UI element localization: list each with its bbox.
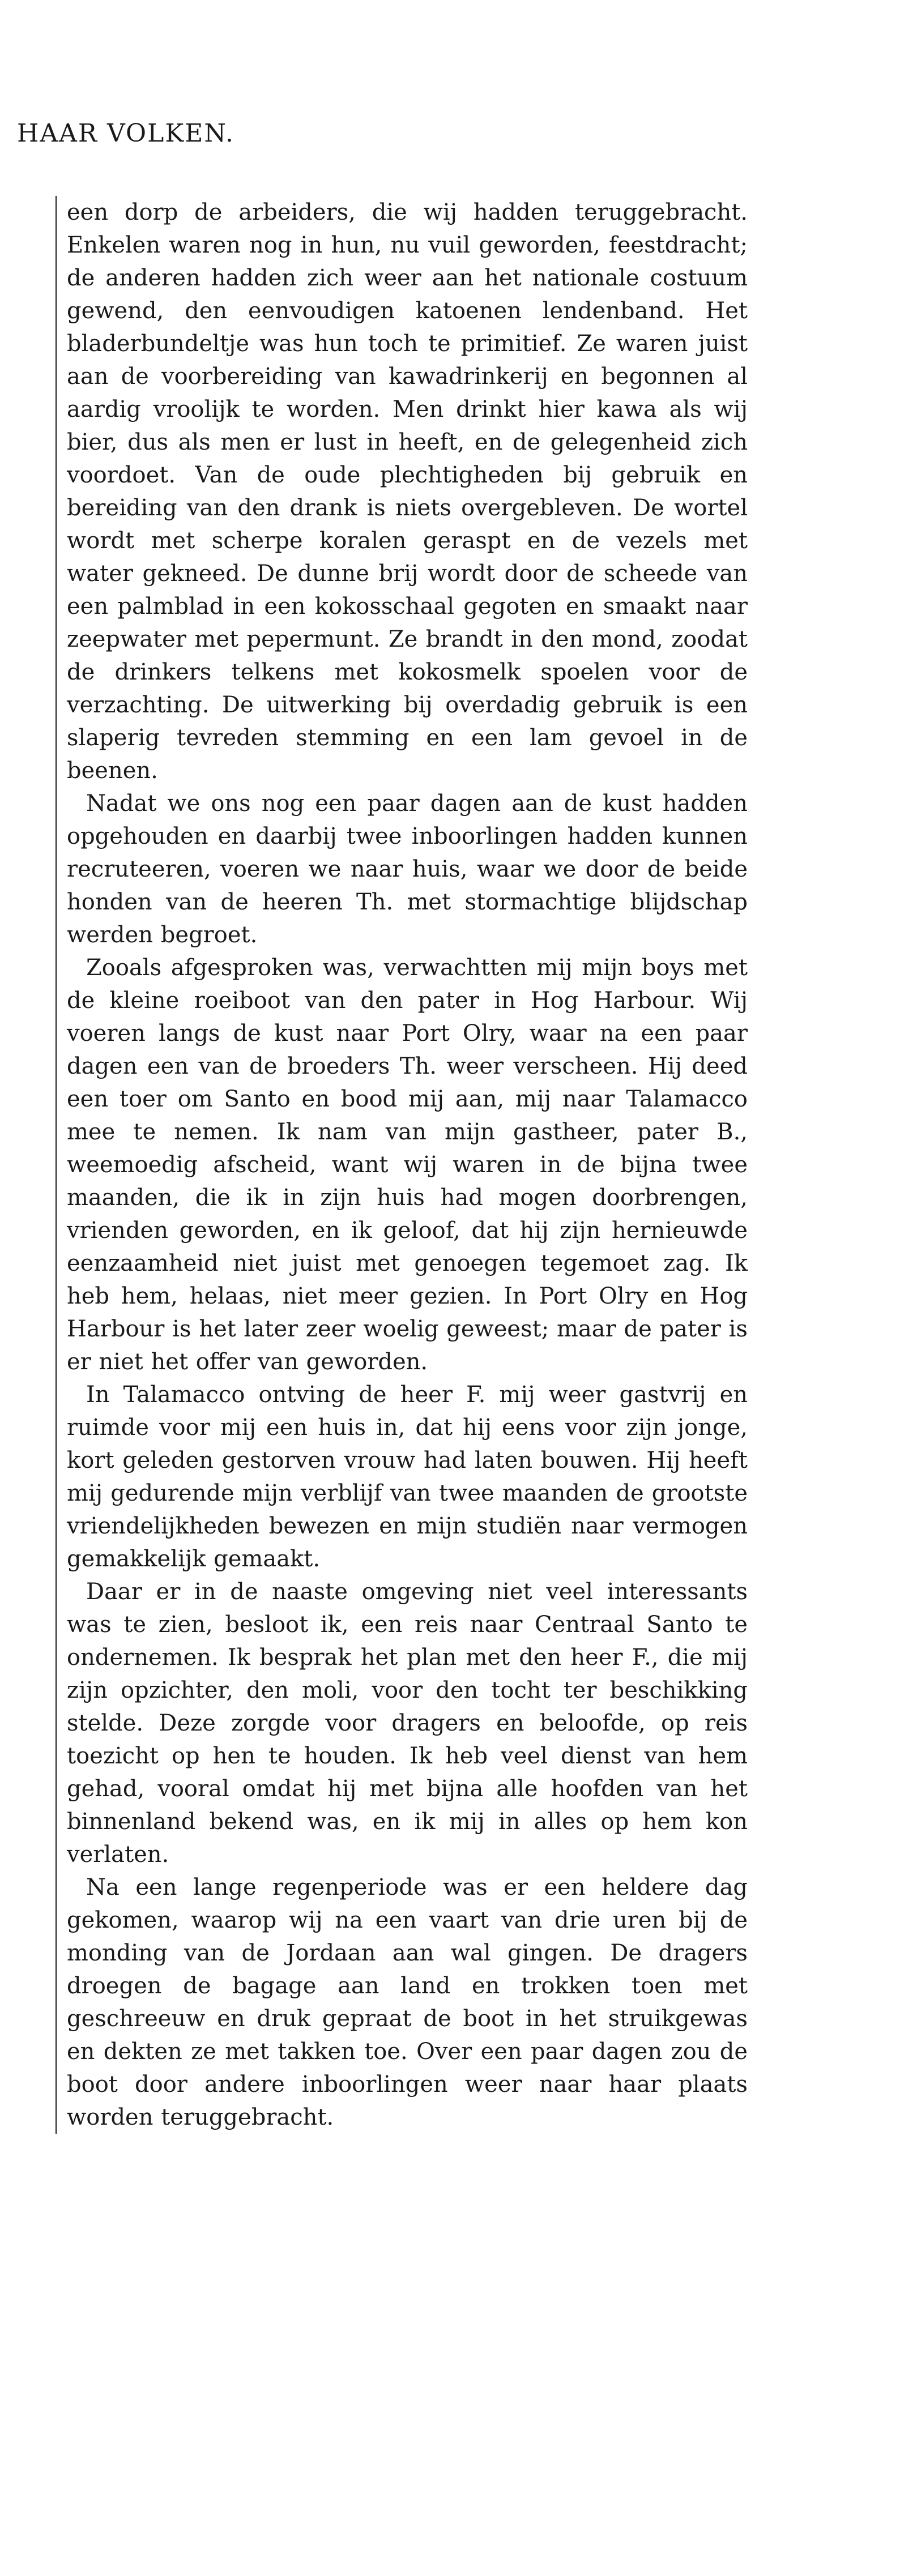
paragraph-1: een dorp de arbeiders, die wij hadden teruggebracht. Enkelen waren nog in hun, nu vuil geworden, feestdracht; de anderen hadden zich weer aan het nationale costuum gewend, den eenvoudigen katoenen lendenband. Het bladerbundeltje was hun toch te primitief. Ze waren juist aan de voorbereiding van kawadrinkerij en begonnen al aardig vroolijk te worden. Men drinkt hier kawa als wij bier, dus als men er lust in heeft, en de gelegenheid zich voordoet. Van de oude plechtigheden bij gebruik en bereiding van den drank is niets overgebleven. De wortel wordt met scherpe koralen geraspt en de vezels met water gekneed. De dunne brij wordt door de scheede van een palmblad in een kokosschaal gegoten en smaakt naar zeepwater met pepermunt. Ze brandt in den mond, zoodat de drinkers telkens met kokosmelk spoelen voor de verzachting. De uitwerking bij overdadig gebruik is een slaperig tevreden stemming en een lam gevoel in de beenen.	[67, 199, 748, 784]
paragraph-2: Nadat we ons nog een paar dagen aan de kust hadden opgehouden en daarbij twee inboorlingen hadden kunnen recruteeren, voeren we naar huis, waar we door de beide honden van de heeren Th. met stormachtige blijdschap werden begroet.	[67, 791, 748, 948]
paragraph-5: Daar er in de naaste omgeving niet veel interessants was te zien, besloot ik, een reis naar Centraal Santo te ondernemen. Ik besprak het plan met den heer F., die mij zijn opzichter, den moli, voor den tocht ter beschikking stelde. Deze zorgde voor dragers en beloofde, op reis toezicht op hen te houden. Ik heb veel dienst van hem gehad, vooral omdat hij met bijna alle hoofden van het binnenland bekend was, en ik mij in alles op hem kon verlaten.	[67, 1579, 748, 1868]
running-header: HAAR VOLKEN.	[17, 119, 234, 148]
paragraph-4: In Talamacco ontving de heer F. mij weer gastvrij en ruimde voor mij een huis in, dat hij eens voor zijn jonge, kort geleden gestorven vrouw had laten bouwen. Hij heeft mij gedurende mijn verblijf van twee maanden de grootste vriendelijkheden bewezen en mijn studiën naar vermogen gemakkelijk gemaakt.	[67, 1382, 748, 1572]
paragraph-3: Zooals afgesproken was, verwachtten mij mijn boys met de kleine roeiboot van den pater in Hog Harbour. Wij voeren langs de kust naar Port Olry, waar na een paar dagen een van de broeders Th. weer verscheen. Hij deed een toer om Santo en bood mij aan, mij naar Talamacco mee te nemen. Ik nam van mijn gastheer, pater B., weemoedig afscheid, want wij waren in de bijna twee maanden, die ik in zijn huis had mogen doorbrengen, vrienden geworden, en ik geloof, dat hij zijn hernieuwde eenzaamheid niet juist met genoegen tegemoet zag. Ik heb hem, helaas, niet meer gezien. In Port Olry en Hog Harbour is het later zeer woelig geweest; maar de pater is er niet het offer van geworden.	[67, 955, 748, 1375]
text-column	[56, 196, 748, 2134]
paragraph-6: Na een lange regenperiode was er een heldere dag gekomen, waarop wij na een vaart van drie uren bij de monding van de Jordaan aan wal gingen. De dragers droegen de bagage aan land en trokken toen met geschreeuw en druk gepraat de boot in het struikgewas en dekten ze met takken toe. Over een paar dagen zou de boot door andere inboorlingen weer naar haar plaats worden teruggebracht.	[67, 1874, 748, 2130]
